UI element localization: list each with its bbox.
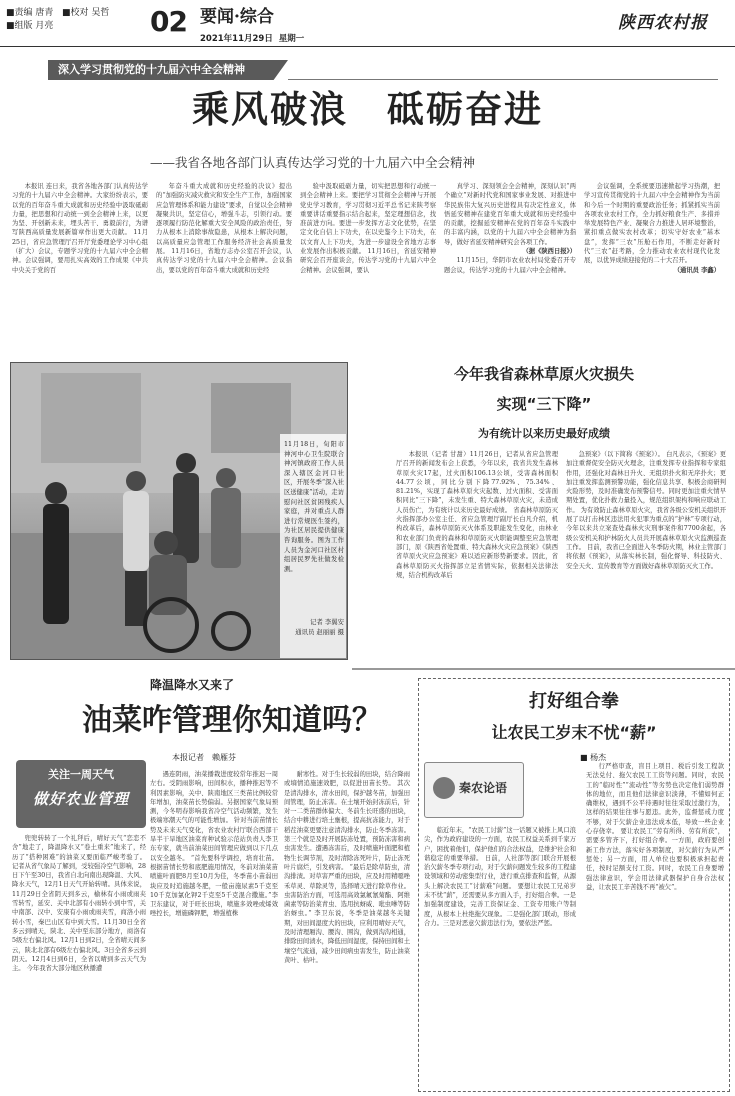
banner-text: 深入学习贯彻党的十九届六中全会精神 xyxy=(58,63,245,76)
labor-col-1-text: 临近年末，“农民工讨薪”这一话题又被推上风口浪尖，作为政府建设的一方面，农民工权益关系到千家万户，困扰着他们，保护他们的合法权益，是维护社会和谐稳定的重要举措。 日前，人社部等部门联合开展根治欠薪冬季专项行动，对于欠薪问题发生较多的工程建设领域和劳动密集型行业，进行重点排查和监督，从源头上解决农民工“讨薪难”问题。 要想让农民工兄弟岁末不忧“薪”，还需要从多方面入手，打好组合拳。一是加强制度建设，完善工资保证金、工资专用账户等制度，从根本上杜绝拖欠现象。二是强化部门联动，形成合力。三是对恶意欠薪违法行为，要依法严惩。 xyxy=(424,827,576,927)
rapeseed-col-1-text: 兜兜转转了一个礼拜后，晴好天气“恋恋不舍”地走了，降温降水又“卷土重来”地来了，经历了“搭种困难”的油菜又要面临严峻考验了。 记者从省气象局了解到，受较强冷空气影响，28日下午至30日，我省自北向南出现降温、大风、降水天气，12月1日天气开始转晴。具体来说，11月29日全省阴天到多云，榆林有小雨或雨夹雪转雪，延安、关中北部有小雨转小到中雪，关中南部、汉中、安康有小雨或雨夹雪，商洛小雨转小雪，秦巴山区有中到大雪。11月30日全省多云到晴天，陕北、关中至东部分地方，商洛有5级左右偏北风。12月1日到2日，全省晴天间多云，陕北北部有6级左右偏北风。3日全省多云到阴天。12月4日到6日，全省以晴到多云天气为主。 今年我省大部分地区秋播遭 xyxy=(12,835,146,973)
photo-credit xyxy=(278,618,344,637)
labor-subtitle: 让农民工岁末不忧“薪” xyxy=(491,723,657,742)
date-text: 2021年11月29日 xyxy=(200,34,273,44)
fire-col-1-text: 本报讯（记者 甘甜）11月26日，记者从省应急管理厅召开的新闻发布会上获悉，今年以来，我省共发生森林草原火灾17起，过火面积106.13公顷，受害森林面积44.77公顷，同比分别下降77.92%、75.34%、81.21%，实现了森林草原火灾起数、过火面积、受害面积同比“三下降”，未发生重、特大森林草原火灾，未造成人员伤亡，为有统计以来历史最好成绩。 省森林草原防灭火指挥部办公室主任、省应急管理厅副厅长白凡介绍，机构改革后，森林草原防灭火体系及职能发生变化，由林业和农业部门负责的森林和草原防灭火职能调整至应急管理部门，原《陕西省处置重、特大森林火灾应急预案》《陕西省草原火灾应急预案》难以适应新形势新要求。因此，省森林草原防灭火指挥部立足省情实际，依据相关法律法规，结合机构改革后 xyxy=(396,451,558,579)
weather-logo-main: 做好农业管理 xyxy=(32,790,129,808)
lead-col-4-text: 真学习、深刻领会全会精神，深刻认识“两个确立”对新时代党和国家事业发展、对推进中华民族伟大复兴历史进程具有决定性意义，体悟延安精神在建党百年重大成就和历史经验中的贡献，挖掘延安精神在党的百年奋斗实践中的丰富内涵，以党的十九届六中全会精神为指导，做好省延安精神研究会各项工作。 xyxy=(444,183,576,246)
column-badge xyxy=(424,762,524,818)
lead-col-4 xyxy=(444,182,576,342)
lead-col-3-text: 验中汲取砥砺力量，切实把思想和行动统一到全会精神上来。要把学习贯彻全会精神与开展党史学习教育，学习贯彻习近平总书记来陕考察重要讲话重要指示结合起来，坚定理想信念，找准前进方向。要进一步发挥方志文化优势，在坚定文化自信上下功夫，在以史鉴今上下功夫，在以文育人上下功夫，为进一步建设全省地方志事业发展作出积极贡献。 11月16日，省延安精神研究会召开座谈会，传达学习党的十九届六中全会精神。会议强调，要认 xyxy=(300,183,436,274)
lead-col-2-text: 年奋斗重大成就和历史经验的决议》提出的“加强防灾减灾救灾和安全生产工作，加强国家应急管理体系和能力建设”要求，自觉以全会精神凝聚共识，坚定信心，增强斗志，引领行动。要逐项履行防范化解重大安全风险的政治责任，努力从根本上消除事故隐患，从根本上解决问题，以高质量应急管理工作服务经济社会高质量发展。 11月16日，省地方志办公室召开会议，认真传达学习党的十九届六中全会精神。会议指出，要以党的百年奋斗重大成就和历史经 xyxy=(156,183,292,274)
weekday-text: 星期一 xyxy=(278,34,305,44)
lead-source-2: （通讯员 李鑫） xyxy=(673,266,720,274)
badge-icon xyxy=(433,777,455,799)
lead-col-3 xyxy=(300,182,436,337)
rapeseed-byline: 本报记者 赖雁芬 xyxy=(172,753,236,762)
section-title: 要闻·综合 xyxy=(200,7,274,27)
lead-col-1 xyxy=(12,182,148,337)
fire-title-1: 今年我省森林草原火灾损失 xyxy=(453,365,634,383)
rapeseed-col-2-text: 遇连阴雨，油菜播栽进度较常年推迟一周左右。受阴雨影响，田间积水，播种推迟等不利因素影响，关中、陕南地区三类苗比例较常年增加，油菜苗长势偏弱。另据国家气象局预测，今冬明春影响我省冷空气活动频繁，发生极端寒潮天气的可能性增加。 针对当前苗情长势及未来天气变化，省农业农村厅联合西部干旱半干旱地区油菜育种试验示范站负责人李卫东专家，就当前油菜田间管理应做到以下几点以安全越冬。 “首先要科学调控，培育壮苗。根据苗情长势和底肥施用情况，冬前对油菜苗喷施叶面肥8月至10月为佳，冬季苗小苗弱田块应及时追施越冬肥，一般亩施尿素5千克至10千克加氯化钾2千克至5千克混合撒施。”李卫东建议，对于旺长田块，喷施多效唑或烯效唑控长，增施磷钾肥，增强植株 xyxy=(150,771,278,918)
labor-col-2-text: 行严格审查，盲目上项目、税后引发工程款无法兑付、拖欠农民工工资等问题。同时，农民工的“临时性”“流动性”等劣势也决定他们弱势群体的地位，而且他们法律意识淡薄，不懂如何正确维权，遇到不公平待遇时往往采取过激行为，这样的结果往往事与愿违。此外，监督惩戒力度不够，对于欠薪企业违法成本低，导致一些企业心存侥幸。 要让农民工“劳有所得、劳有所获”，需要多管齐下，打好组合拳。一方面，政府要创新工作方法，落实好各项制度，对欠薪行为从严惩处；另一方面，用人单位也要积极承担起责任，按时足额支付工资。同时，农民工自身要增强法律意识，学会用法律武器保护自身合法权益，让农民工辛苦钱不再“被欠”。 xyxy=(586,763,724,891)
issue-date xyxy=(200,32,304,44)
labor-title: 打好组合拳 xyxy=(529,691,619,712)
fire-subtitle: 为有统计以来历史最好成绩 xyxy=(478,427,610,440)
lead-col-4-text-b: 11月15日，华阴市农业农村局党委召开专题会议，传达学习党的十九届六中全会精神。 xyxy=(444,257,576,274)
weather-logo xyxy=(16,760,146,828)
rapeseed-kicker: 降温降水又来了 xyxy=(150,678,235,692)
proof-credit: ■校对 吴哲 xyxy=(61,8,110,18)
lead-headline: 乘风破浪 砥砺奋进 xyxy=(192,88,543,131)
banner-rule xyxy=(288,79,718,80)
lead-col-5 xyxy=(584,182,720,347)
fire-rule xyxy=(352,668,735,670)
lead-col-5-text: 会议强调，全系统要迅速掀起学习热潮，把学习宣传贯彻党的十九届六中全会精神作为当前和今后一个时期的重要政治任务；抓紧抓实当前各项农业农村工作，全力抓好粮食生产、多措并举发展特色产业、凝聚合力推进人居环境整治，紧扣重点做实农村改革；切实守好农业“基本盘”，发挥“三农”压舱石作用，不断走好新时代“三农”赶考路，全力推动农业农村现代化发展，以优异成绩迎接党的二十大召开。 xyxy=(584,183,720,265)
labor-col-2 xyxy=(586,762,724,1088)
rapeseed-headline: 油菜咋管理你知道吗？ xyxy=(82,703,382,738)
photo-caption: 11月18日，旬阳市神河中心卫生院联合神河镇政府工作人员深入辖区金河口社区，开展冬季“深入社区送健康”活动，走访慰问社区贫困残疾人家庭，并对重点人群进行常规医生签约，为社区居民提供健康咨询服务。图为工作人员为金河口社区村组居民罗先社做发检测。 xyxy=(284,441,344,573)
header-rule xyxy=(0,46,735,47)
labor-col-1 xyxy=(424,826,576,1088)
rapeseed-col-1 xyxy=(12,834,146,1090)
lead-source-1: （据《陕西日报》） xyxy=(522,248,576,256)
weather-logo-top: 关注一周天气 xyxy=(48,768,114,781)
fire-col-2-text: 急预案》（以下简称《预案》）。 白凡表示，《预案》更加注重督促安全防灭火理念，注重发挥专业指挥和专家组作用，还强化对森林日升火、无组织扑火和无序扑火；更加注重发挥监测预警功能，强化信息共享、积极会商研判火险形势，及时准确发布预警信号。同时更加注重火情早期处置，优化扑救力量投入，规范组织架构和响应联动工作。 为有效防止森林草原火灾，我省各级公安机关组织开展了以打击林区违法用火犯罪为重点的“护林”专项行动，今年以来共立案查处森林火灾刑事案件和7700余起，各级公安机关和护林防火人员共开展森林草原火灾监测巡查工作。 目前，我省已全面进入冬季防火期，林业主管部门将依据《预案》，从落实林长制，强化督导、科技防火、安全天火、宣传教育等方面做好森林草原防灭火工作。 xyxy=(566,451,726,570)
lead-col-1-text: 本报讯 连日来，我省各地各部门认真传达学习党的十九届六中全会精神。大家纷纷表示，要以党的百年奋斗重大成就和历史经验中汲取砥砺力量，把思想和行动统一到全会精神上来，以更为坚、开创新未来，埋头苦干、勇毅前行，为谱写陕西高质量发展新篇章作出更大贡献。 11月25日，省应急管理厅召开厅党委理论学习中心组（扩大）会议，专题学习党的十九届六中全会精神。会议强调，要用扎实高效的工作成果《中共中央关于党的百 xyxy=(12,183,148,274)
page-number: 02 xyxy=(150,5,187,38)
correspondent-credit: 通讯员 赵丽丽 摄 xyxy=(295,627,344,636)
fire-col-1 xyxy=(396,450,558,664)
fire-title-2: 实现“三下降” xyxy=(496,395,592,413)
rapeseed-col-2 xyxy=(150,770,278,1090)
masthead-logo: 陕西农村报 xyxy=(618,13,708,33)
labor-byline: ■ 杨杰 xyxy=(580,753,607,762)
reporter-credit: 记者 李翼安 xyxy=(310,618,344,626)
header-credits xyxy=(6,7,146,33)
lead-col-2 xyxy=(156,182,292,337)
badge-text: 秦农论语 xyxy=(459,781,508,795)
editor-credit: ■责编 唐青 xyxy=(6,8,54,18)
fire-col-2 xyxy=(566,450,726,664)
layout-credit: ■组版 月亮 xyxy=(6,21,54,31)
rapeseed-col-3 xyxy=(284,770,410,1090)
rapeseed-col-3-text: 耐寒性。对于生长较弱的田块，结合降雨或墒情追施速效肥，以促进田苗长势。 其次是清沟排水，清水田间，保护越冬苗，加强田间管理，防止冻害。在土壤开始封冻前后，针对一二类苗群体偏大、冬前生长旺盛的田块，结合中耕进行培土壅根，提高抗冻能力，对于稻茬油菜更要注意清沟排水，防止冬季冻害。第三个就是及时开展防冻处置，预防冻害和病虫害发生。遭遇冻害后，及时喷施叶面肥和植物生长调节剂，及时清除冻死叶片，防止冻死叶片腐烂，引发病害。 “最后是除草防虫，清沟排渍。对草害严重的田块，应及时用精噁唑禾草灵、草除灵等，选择晴天进行除草作业。虫害防治方面，可选用高效氯氟氰菊酯、阿维菌素等防治菜青虫、选用抗蚜威、吡虫啉等防治蚜虫。” 李卫东说，冬季是油菜越冬关键期，对田间湿度大的田块，应利用晴好天气，及时清理厢沟、腰沟、围沟，做到沟沟相通，排除田间渍水，降低田间湿度，保持田间和土壤空气流通，减少田间病虫害发生，防止油菜黄叶、枯叶。 xyxy=(284,771,410,964)
lead-subtitle: ——我省各地各部门认真传达学习党的十九届六中全会精神 xyxy=(150,155,476,170)
